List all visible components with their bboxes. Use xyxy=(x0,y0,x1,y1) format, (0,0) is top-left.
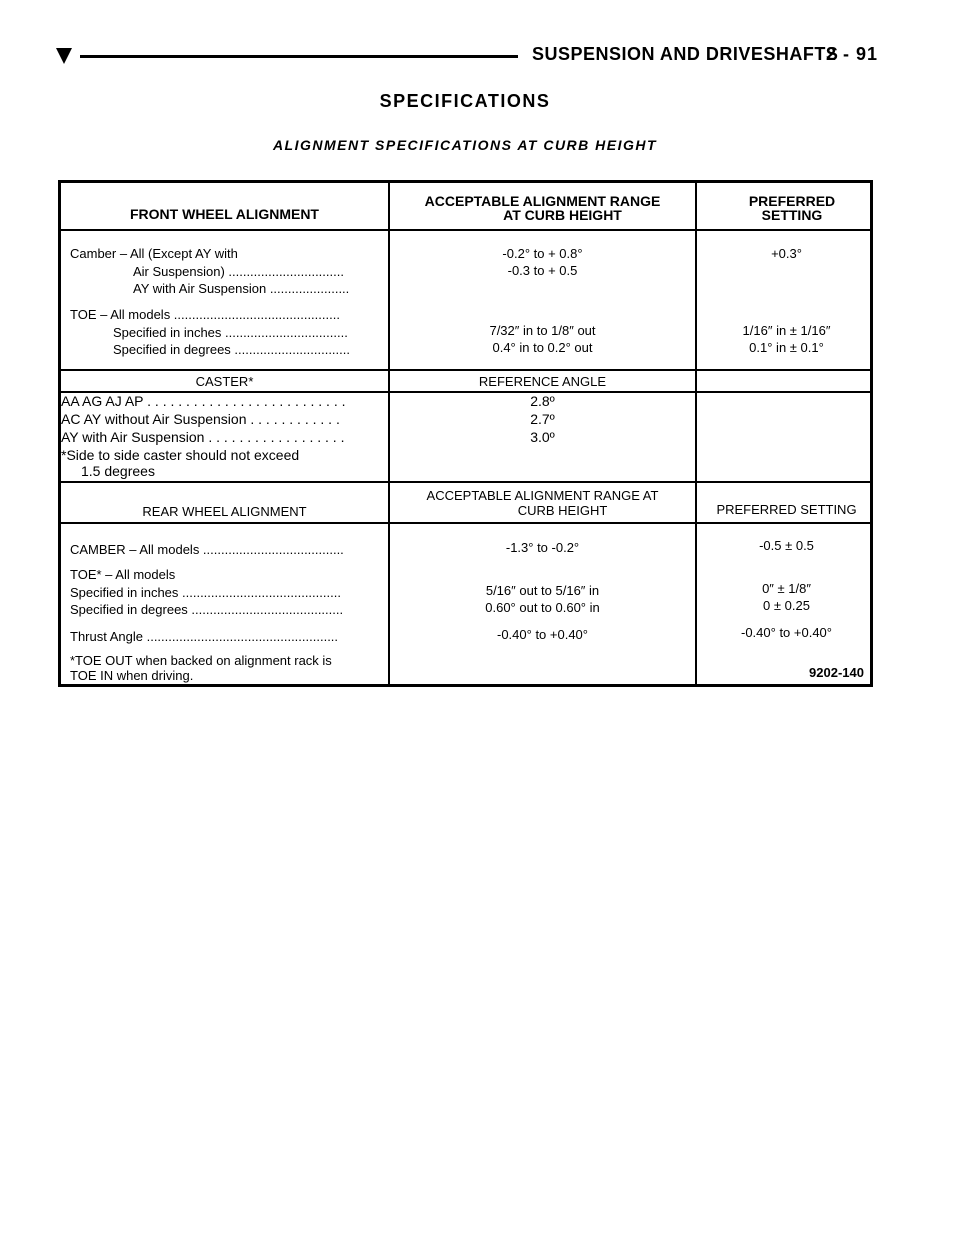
caster-value-ay-air: 3.0º xyxy=(530,429,555,445)
rear-toe-label: TOE* – All models xyxy=(70,567,176,582)
rear-wheel-alignment-header: REAR WHEEL ALIGNMENT xyxy=(142,504,307,519)
front-header-rule xyxy=(61,229,870,231)
front-toe-preferred-degrees: 0.1° in ± 0.1° xyxy=(749,340,824,355)
rear-toe-range-inches: 5/16″ out to 5/16″ in xyxy=(485,583,600,598)
front-camber-preferred: +0.3° xyxy=(771,246,802,261)
front-camber-range-1: -0.2° to + 0.8° xyxy=(502,246,583,261)
thrust-angle-label: Thrust Angle ..................................................... xyxy=(70,629,339,644)
thrust-angle-range: -0.40° to +0.40° xyxy=(497,627,588,642)
rear-toe-preferred-inches: 0″ ± 1/8″ xyxy=(762,581,811,596)
front-toe-range-degrees: 0.4° in to 0.2° out xyxy=(492,340,593,355)
rear-camber-range: -1.3° to -0.2° xyxy=(505,540,580,555)
rear-toe-range-degrees: 0.60° out to 0.60° in xyxy=(485,600,600,615)
front-toe-degrees-label: Specified in degrees ................................ xyxy=(113,342,350,357)
caster-top-rule xyxy=(61,369,870,371)
caster-value-ac-ay-no-air: 2.7º xyxy=(530,411,555,427)
rear-toe-note-line2: TOE IN when driving. xyxy=(70,668,194,683)
rear-header-rule xyxy=(61,522,870,524)
rear-acceptable-range-header-line2: CURB HEIGHT xyxy=(517,503,608,518)
rear-toe-note-line1: *TOE OUT when backed on alignment rack is xyxy=(70,653,332,668)
section-title: SUSPENSION AND DRIVESHAFTS xyxy=(532,44,839,64)
rear-toe-preferred-degrees: 0 ± 0.25 xyxy=(763,598,810,613)
caster-row-ac-ay-no-air: AC AY without Air Suspension . . . . . . . . . . . . xyxy=(61,411,340,427)
rear-camber-label: CAMBER – All models ....................................... xyxy=(70,542,344,557)
front-camber-ay-air: AY with Air Suspension ...................... xyxy=(133,281,350,296)
specifications-title: SPECIFICATIONS xyxy=(379,91,551,111)
front-camber-except-ay: Air Suspension) ................................ xyxy=(133,264,344,279)
caster-value-aa-ag-aj-ap: 2.8º xyxy=(530,393,555,409)
caster-note-line2: 1.5 degrees xyxy=(81,463,155,479)
rear-acceptable-range-header-line1: ACCEPTABLE ALIGNMENT RANGE AT xyxy=(426,488,659,503)
preferred-header-line1: PREFERRED xyxy=(748,193,836,209)
front-toe-preferred-inches: 1/16″ in ± 1/16″ xyxy=(742,323,831,338)
front-toe-inches-label: Specified in inches .................................. xyxy=(113,325,348,340)
rear-top-rule xyxy=(61,481,870,483)
front-camber-range-2: -0.3 to + 0.5 xyxy=(507,263,578,278)
header-rule xyxy=(80,55,518,58)
rear-toe-inches-label: Specified in inches ............................................ xyxy=(70,585,341,600)
reference-angle-header: REFERENCE ANGLE xyxy=(478,374,607,389)
preferred-header-line2: SETTING xyxy=(761,207,823,223)
header-triangle-icon xyxy=(56,48,72,64)
figure-code: 9202-140 xyxy=(809,665,864,680)
thrust-angle-preferred: -0.40° to +0.40° xyxy=(741,625,832,640)
front-toe-range-inches: 7/32″ in to 1/8″ out xyxy=(489,323,596,338)
acceptable-range-header-line2: AT CURB HEIGHT xyxy=(503,207,622,223)
alignment-spec-table xyxy=(58,180,873,687)
front-camber-label: Camber – All (Except AY with xyxy=(70,246,238,261)
rear-preferred-header: PREFERRED SETTING xyxy=(716,502,857,517)
acceptable-range-header-line1: ACCEPTABLE ALIGNMENT RANGE xyxy=(424,193,661,209)
caster-header: CASTER* xyxy=(195,374,254,389)
caster-row-ay-air: AY with Air Suspension . . . . . . . . . . . . . . . . . . xyxy=(61,429,345,445)
front-toe-label: TOE – All models .............................................. xyxy=(70,307,340,322)
rear-toe-degrees-label: Specified in degrees .......................................... xyxy=(70,602,344,617)
caster-note-line1: *Side to side caster should not exceed xyxy=(61,447,300,463)
caster-row-aa-ag-aj-ap: AA AG AJ AP . . . . . . . . . . . . . . . . . . . . . . . . . . xyxy=(61,393,346,409)
page-number: 2 - 91 xyxy=(826,44,879,64)
alignment-subtitle: ALIGNMENT SPECIFICATIONS AT CURB HEIGHT xyxy=(272,137,658,153)
rear-camber-preferred: -0.5 ± 0.5 xyxy=(759,538,814,553)
front-wheel-alignment-header: FRONT WHEEL ALIGNMENT xyxy=(130,206,319,222)
